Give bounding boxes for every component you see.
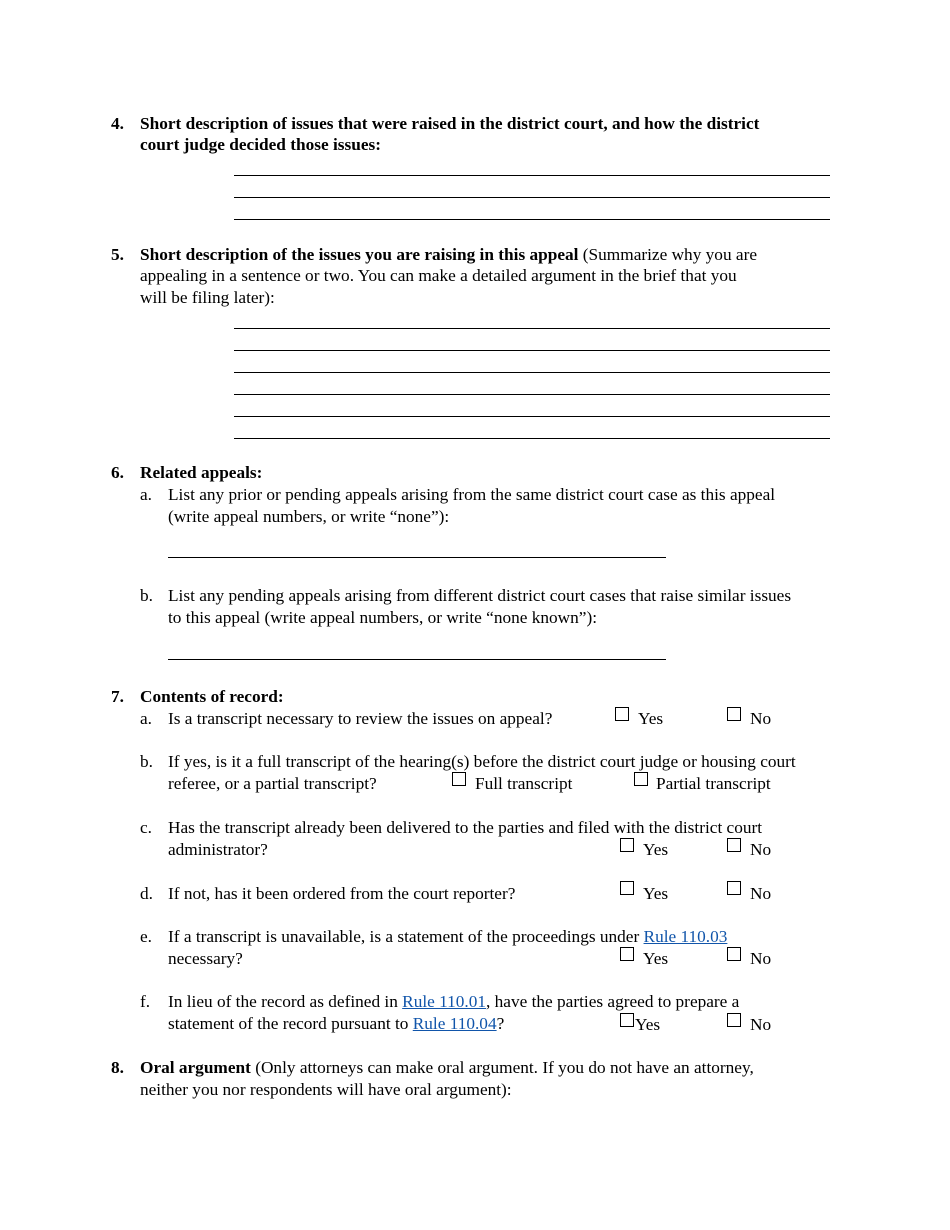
answer-line[interactable] (234, 328, 830, 329)
answer-line[interactable] (234, 350, 830, 351)
section-4-number: 4. (111, 114, 124, 133)
answer-line[interactable] (234, 438, 830, 439)
section-8-number: 8. (111, 1058, 124, 1077)
transcript-necessary-no-checkbox[interactable] (727, 707, 741, 721)
section-6-heading: Related appeals: (140, 463, 263, 482)
item-letter: a. (140, 709, 152, 728)
full-transcript-label: Full transcript (475, 774, 573, 793)
section-4-heading-line2: court judge decided those issues: (140, 135, 381, 154)
answer-line[interactable] (234, 175, 830, 176)
section-6b-line2: to this appeal (write appeal numbers, or write “none known”): (168, 608, 598, 627)
partial-transcript-checkbox[interactable] (634, 772, 648, 786)
section-7d-question: If not, has it been ordered from the court reporter? (168, 884, 516, 903)
section-8-line2: neither you nor respondents will have oral argument): (140, 1080, 512, 1099)
answer-line[interactable] (234, 219, 830, 220)
section-6a-line2: (write appeal numbers, or write “none”): (168, 507, 450, 526)
item-letter: b. (140, 752, 153, 771)
section-5-number: 5. (111, 245, 124, 264)
answer-line[interactable] (234, 372, 830, 373)
section-7b-line1: If yes, is it a full transcript of the hearing(s) before the district court judge or housing court (168, 752, 796, 771)
transcript-delivered-no-checkbox[interactable] (727, 838, 741, 852)
rule-110-04-link[interactable]: Rule 110.04 (412, 1014, 497, 1033)
section-7c-line1: Has the transcript already been delivered to the parties and filed with the district court (168, 818, 763, 837)
yes-label: Yes (643, 840, 669, 859)
section-7e-line2: necessary? (168, 949, 243, 968)
no-label: No (750, 949, 772, 968)
related-appeals-answer-line[interactable] (168, 557, 666, 558)
rule-110-01-link[interactable]: Rule 110.01 (402, 992, 487, 1011)
statement-record-no-checkbox[interactable] (727, 1013, 741, 1027)
section-4-heading-line1: Short description of issues that were raised in the district court, and how the district (140, 114, 760, 133)
section-7f-text-cont: , have the parties agreed to prepare a (486, 992, 740, 1011)
section-8-instructions: (Only attorneys can make oral argument. If you do not have an attorney, (250, 1058, 754, 1077)
statement-record-yes-checkbox[interactable] (620, 1013, 634, 1027)
item-letter: c. (140, 818, 152, 837)
section-7f-text: In lieu of the record as defined in (168, 992, 403, 1011)
statement-proceedings-no-checkbox[interactable] (727, 947, 741, 961)
section-8-line1 (140, 1057, 754, 1079)
no-label: No (750, 1015, 772, 1034)
section-6b-line1: List any pending appeals arising from different district court cases that raise similar issues (168, 586, 792, 605)
answer-line[interactable] (234, 394, 830, 395)
yes-label: Yes (643, 949, 669, 968)
item-letter: d. (140, 884, 153, 903)
transcript-necessary-yes-checkbox[interactable] (615, 707, 629, 721)
section-5-line3: will be filing later): (140, 288, 275, 307)
rule-110-03-link[interactable]: Rule 110.03 (643, 927, 728, 946)
section-8-heading: Oral argument (140, 1058, 251, 1077)
item-letter: e. (140, 927, 152, 946)
section-5-heading: Short description of the issues you are raising in this appeal (140, 245, 579, 264)
question-mark: ? (496, 1014, 505, 1033)
item-letter: a. (140, 485, 152, 504)
item-letter: f. (140, 992, 151, 1011)
yes-label: Yes (635, 1015, 661, 1034)
section-6a-line1: List any prior or pending appeals arising from the same district court case as this appeal (168, 485, 776, 504)
section-5-line2: appealing in a sentence or two. You can make a detailed argument in the brief that you (140, 266, 737, 285)
section-7-heading: Contents of record: (140, 687, 284, 706)
section-7-number: 7. (111, 687, 124, 706)
section-7c-line2: administrator? (168, 840, 268, 859)
statement-proceedings-yes-checkbox[interactable] (620, 947, 634, 961)
no-label: No (750, 884, 772, 903)
section-5-instructions: (Summarize why you are (578, 245, 758, 264)
partial-transcript-label: Partial transcript (656, 774, 771, 793)
section-7a-question: Is a transcript necessary to review the issues on appeal? (168, 709, 553, 728)
yes-label: Yes (638, 709, 664, 728)
section-7e-line1 (168, 926, 727, 948)
section-6-number: 6. (111, 463, 124, 482)
yes-label: Yes (643, 884, 669, 903)
full-transcript-checkbox[interactable] (452, 772, 466, 786)
transcript-ordered-no-checkbox[interactable] (727, 881, 741, 895)
section-5-line1 (140, 244, 757, 266)
section-7b-line2: referee, or a partial transcript? (168, 774, 377, 793)
similar-appeals-answer-line[interactable] (168, 659, 666, 660)
answer-line[interactable] (234, 197, 830, 198)
no-label: No (750, 840, 772, 859)
transcript-ordered-yes-checkbox[interactable] (620, 881, 634, 895)
transcript-delivered-yes-checkbox[interactable] (620, 838, 634, 852)
section-7f-line1 (168, 991, 739, 1013)
item-letter: b. (140, 586, 153, 605)
no-label: No (750, 709, 772, 728)
answer-line[interactable] (234, 416, 830, 417)
section-7f-text2: statement of the record pursuant to (168, 1014, 413, 1033)
section-7e-text: If a transcript is unavailable, is a statement of the proceedings under (168, 927, 644, 946)
section-7f-line2 (168, 1013, 504, 1035)
